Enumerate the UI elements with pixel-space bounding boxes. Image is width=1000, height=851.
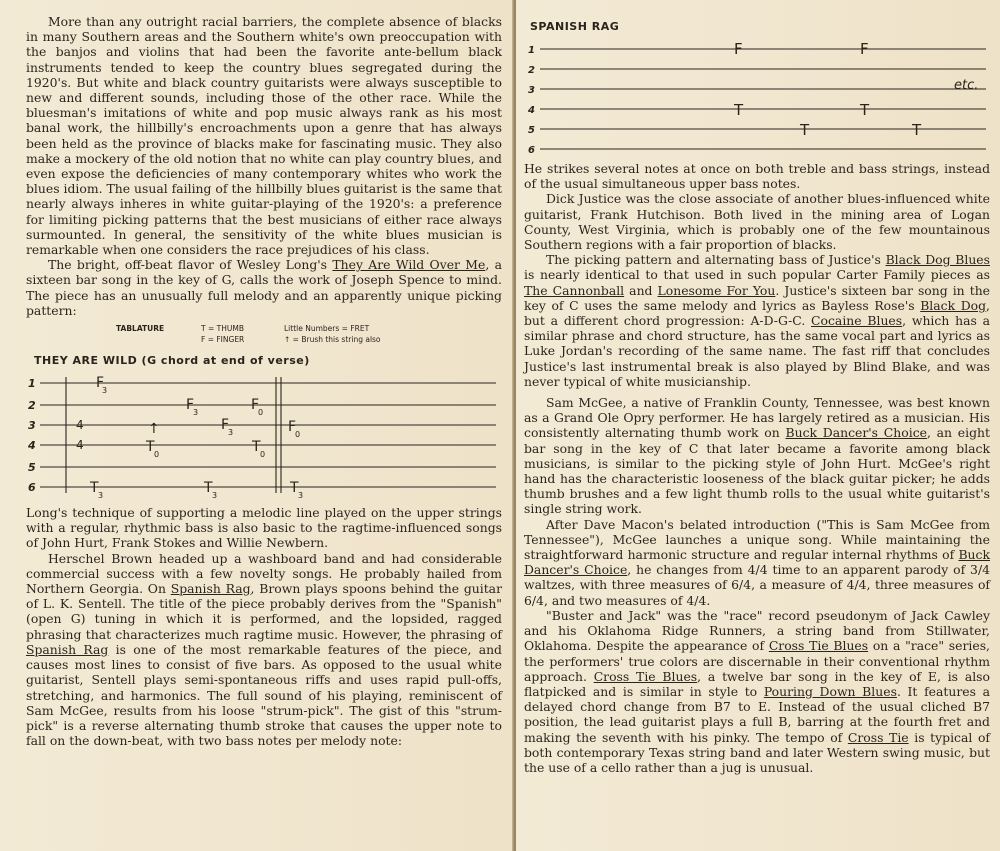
thumb-mark: T (912, 121, 922, 139)
paragraph: Sam McGee, a native of Franklin County, Tennessee, was best known as a Grand Ole Opry performer. He has largely retired as a musician. His consistently alternating thumb work on Buck Dancer's Choice, an eight bar song in the key of C that later became a favorite among black musicians, is similar to the picking style of John Hurt. McGee's right hand has the characteristic looseness of the black guitar picker; he adds thumb brushes and a few light thumb rolls to the usual white guitarist's single string work. (524, 395, 990, 517)
paragraph: He strikes several notes at once on both treble and bass strings, instead of the usual simultaneous upper bass notes. (524, 161, 990, 192)
paragraph: "Buster and Jack" was the "race" record pseudonym of Jack Cawley and his Oklahoma Ridge Runners, a string band from Stillwater, Oklahoma. Despite the appearance of Cross Tie Blues on a "race" series, the performers' true colors are discernable in their conventional rhythm approach. Cross Tie Blues, a twelve bar song in the key of E, is also flatpicked and is similar in style to Pouring Down Blues. It features a delayed chord change from B7 to E. Instead of the usual cliched B7 position, the lead guitarist plays a full B, barring at the fourth fret and making the seventh with his pinky. The tempo of Cross Tie is typical of both contemporary Texas string band and later Western swing music, but the use of a cello rather than a jug is unusual. (524, 607, 990, 775)
fret-number: 4 (76, 418, 84, 433)
song-title: Cross Tie (847, 729, 909, 745)
finger-mark: F (96, 375, 105, 392)
paragraph: More than any outright racial barriers, the complete absence of blacks in many Southern areas and the Southern white's own preoccupation with the banjos and violins that had been the favorite ante-bellum black instruments tended to keep the country blues segregated during the 1920's. But white and black country guitarists were always susceptible to new and different sounds, including those of the other race. While the bluesman's imitations of white and pop music always rank as his most banal work, the hillbilly's encroachments upon a genre that has always been held as the province of blacks make for fascinating music. They also make a mockery of the old notion that no white can play country blues, and even expose the deficiencies of many contemporary whites who work the blues idiom. The usual failing of the hillbilly blues guitarist is the same that nearly always inheres in white guitar-playing of the 1920's: a preference for limiting picking patterns that the best musicians of either race always surmounted. In general, the sensitivity of the white blues musician is remarkable when one considers the race prejudices of his class. (26, 14, 502, 258)
string-number: 5 (528, 125, 535, 136)
fret-number: 3 (298, 491, 304, 501)
song-title: Lonesome For You (657, 282, 776, 298)
song-title: Pouring Down Blues (763, 683, 897, 699)
string-number: 5 (28, 461, 36, 475)
string-number: 2 (28, 399, 36, 413)
fret-number: 3 (193, 408, 199, 418)
paragraph: Long's technique of supporting a melodic line played on the upper strings with a regular, rhythmic bass is also basic to the ragtime-influenced songs of John Hurt, Frank Stokes and Willie Newbern. (26, 505, 502, 551)
song-title: Cross Tie Blues (768, 638, 869, 654)
song-title: Spanish Rag (170, 581, 251, 597)
fret-number: 3 (228, 428, 234, 438)
fret-number: 4 (76, 438, 84, 453)
song-title: The Cannonball (524, 282, 625, 298)
finger-mark: F (288, 419, 297, 436)
thumb-mark: T (90, 480, 99, 497)
string-number: 1 (28, 377, 36, 391)
fret-number: 3 (102, 386, 108, 396)
tab-title: SPANISH RAG (530, 20, 620, 33)
tablature-legend (26, 324, 502, 348)
finger-mark: F (734, 40, 743, 58)
song-title: Cocaine Blues (811, 313, 903, 329)
legend-thumb: T = THUMB (201, 324, 244, 334)
paragraph: After Dave Macon's belated introduction ("This is Sam McGee from Tennessee"), McGee launches a unique song. While maintaining the straightforward harmonic structure and regular internal rhythms of Buck Dancer's Choice, he changes from 4/4 time to an apparent parody of 3/4 waltzes, with three measures of 6/4, a measure of 4/4, three measures of 6/4, and two measures of 4/4. (524, 516, 991, 608)
finger-mark: F (186, 397, 195, 414)
tablature-spanish-rag (524, 35, 990, 161)
paragraph: Dick Justice was the close associate of another blues-influenced white guitarist, Frank Hutchison. Both lived in the mining area of Logan County, West Virginia, which is probably one of the few mountainous Southern regions with a fair proportion of blacks. (524, 191, 990, 253)
song-title: Cross Tie Blues (593, 668, 698, 684)
fret-number: 3 (98, 491, 104, 501)
legend-label: TABLATURE (116, 324, 165, 334)
fret-number: 3 (212, 491, 218, 501)
string-number: 2 (528, 65, 535, 76)
finger-mark: F (860, 40, 869, 58)
fret-number: 0 (258, 408, 264, 418)
thumb-mark: T (252, 439, 261, 456)
tab-title: THEY ARE WILD (G chord at end of verse) (34, 354, 310, 368)
finger-mark: F (221, 417, 230, 434)
string-number: 3 (528, 85, 535, 96)
song-title: They Are Wild Over Me (332, 257, 486, 273)
string-number: 1 (528, 45, 535, 56)
brush-arrow: ↑ (148, 421, 160, 438)
song-title: Buck Dancer's Choice (524, 547, 990, 578)
finger-mark: F (251, 397, 260, 414)
etc-mark: etc. (954, 78, 979, 93)
string-number: 6 (28, 481, 36, 495)
thumb-mark: T (734, 101, 744, 119)
thumb-mark: T (146, 439, 155, 456)
fret-number: 0 (154, 450, 160, 460)
paragraph: The picking pattern and alternating bass of Justice's Black Dog Blues is nearly identical to that used in such popular Carter Family pieces as The Cannonball and Lonesome For You. Justice's sixteen bar song in the key of C uses the same melody and lyrics as Bayless Rose's Black Dog, but a different chord progression: A-D-G-C. Cocaine Blues, which has a similar phrase and chord structure, has the same vocal part and lyrics as Luke Jordan's recording of the same name. The fast riff that concludes Justice's last instrumental break is also played by Blind Blake, and was never typical of white musicianship. (524, 252, 991, 389)
song-title: Black Dog (920, 297, 987, 313)
legend-brush: ↑ = Brush this string also (284, 335, 381, 345)
thumb-mark: T (204, 480, 213, 497)
legend-finger: F = FINGER (201, 335, 245, 345)
fret-number: 0 (295, 430, 301, 440)
thumb-mark: T (800, 121, 810, 139)
legend-fret: Little Numbers = FRET (284, 324, 370, 334)
string-number: 4 (28, 439, 36, 453)
thumb-mark: T (860, 101, 870, 119)
tablature-they-are-wild (26, 369, 502, 505)
string-number: 6 (528, 145, 535, 156)
string-number: 4 (528, 105, 535, 116)
paragraph: The bright, off-beat flavor of Wesley Long's They Are Wild Over Me, a sixteen bar song in the key of G, calls the work of Joseph Spence to mind. The piece has an unusually full melody and an apparently unique picking pattern: (26, 257, 503, 318)
song-title: Spanish Rag (26, 641, 109, 657)
thumb-mark: T (290, 480, 299, 497)
right-page (516, 0, 1000, 851)
song-title: Black Dog Blues (885, 252, 990, 268)
string-number: 3 (28, 419, 36, 433)
fret-number: 0 (260, 450, 266, 460)
song-title: Buck Dancer's Choice (785, 425, 927, 441)
paragraph: Herschel Brown headed up a washboard band and had considerable commercial success with a few novelty songs. He probably hailed from Northern Georgia. On Spanish Rag, Brown plays spoons behind the guitar of L. K. Sentell. The title of the piece probably derives from the "Spanish" (open G) tuning in which it is performed, and the lopsided, ragged phrasing that characterizes much ragtime music. However, the phrasing of Spanish Rag is one of the most remarkable features of the piece, and causes most lines to consist of five bars. As opposed to the usual white guitarist, Sentell plays semi-spontaneous riffs and uses rapid pull-offs, stretching, and harmonics. The full sound of his playing, reminiscent of Sam McGee, results from his loose "strum-pick". The gist of this "strum-pick" is a reverse alternating thumb stroke that causes the upper note to fall on the down-beat, with two bass notes per melody note: (26, 550, 502, 749)
